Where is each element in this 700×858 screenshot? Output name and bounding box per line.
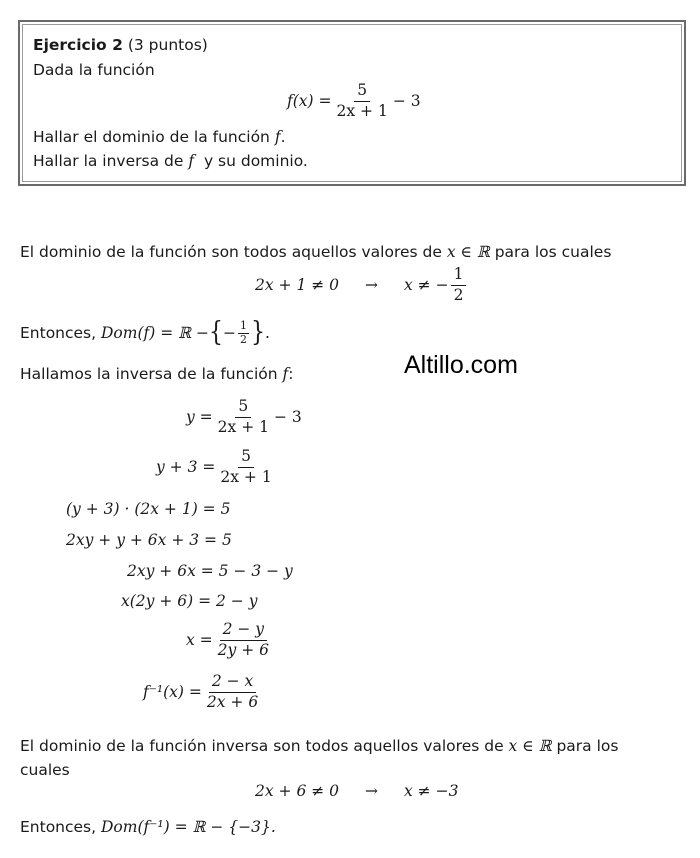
domain-result-lhs: Dom(f) = ℝ − xyxy=(101,324,209,343)
domain-result-num: 1 xyxy=(239,319,247,332)
step-3: (y + 3) · (2x + 1) = 5 xyxy=(66,500,231,518)
step-7-lhs: x = xyxy=(186,631,213,650)
step-2-fraction xyxy=(217,448,274,487)
domain-result: Entonces, Dom(f) = ℝ − { − $\frac{1}{2}$ } . xyxy=(20,316,270,349)
inverse-result xyxy=(20,818,276,836)
inverse-intro-var: f xyxy=(282,365,289,383)
function-tail: − 3 xyxy=(392,92,421,111)
step-2-den: 2x + 1 xyxy=(220,467,272,486)
step-8-fraction xyxy=(204,673,261,712)
inverse-domain-intro xyxy=(20,737,618,755)
domain-intro-math: x ∈ ℝ xyxy=(446,243,490,261)
function-fraction xyxy=(334,82,391,121)
step-1 xyxy=(186,398,302,437)
inverse-result-text: Entonces, xyxy=(20,818,97,836)
domain-result-text: Entonces, xyxy=(20,324,97,343)
step-8-den: 2x + 6 xyxy=(206,692,259,711)
step-8 xyxy=(143,673,263,712)
step-7-fraction xyxy=(215,621,272,660)
step-4: 2xy + y + 6x + 3 = 5 xyxy=(66,531,232,549)
domain-result-minus: − xyxy=(222,324,236,343)
task-2-var: f xyxy=(188,152,195,170)
function-denominator: 2x + 1 xyxy=(336,101,388,120)
step-1-lhs: y = xyxy=(186,408,213,427)
step-6: x(2y + 6) = 2 − y xyxy=(121,592,258,610)
step-8-num: 2 − x xyxy=(209,673,256,693)
task-2-end: y su dominio. xyxy=(203,152,308,170)
step-5: 2xy + 6x = 5 − 3 − y xyxy=(127,562,293,580)
brace-open: { xyxy=(208,316,223,349)
domain-intro-text: El dominio de la función son todos aquellos valores de xyxy=(20,243,442,261)
condition-1-lhs: 2x + 1 ≠ 0 xyxy=(255,276,340,295)
domain-result-fraction xyxy=(238,320,249,346)
domain-intro xyxy=(20,243,611,261)
inverse-domain-line2: cuales xyxy=(20,761,70,779)
exercise-title xyxy=(33,36,208,54)
arrow-2: → xyxy=(365,782,379,800)
exercise-points: (3 puntos) xyxy=(127,36,208,54)
condition-1 xyxy=(255,266,468,305)
step-7-num: 2 − y xyxy=(220,621,267,641)
step-7 xyxy=(186,621,274,660)
step-2 xyxy=(156,448,277,487)
step-1-num: 5 xyxy=(235,398,251,418)
arrow-1: → xyxy=(365,276,379,295)
exercise-title-bold: Ejercicio 2 xyxy=(33,36,123,54)
step-1-fraction xyxy=(215,398,272,437)
inverse-domain-math: x ∈ ℝ xyxy=(508,737,552,755)
step-7-den: 2y + 6 xyxy=(217,640,269,659)
task-1-var: f xyxy=(274,128,281,146)
brace-close: } xyxy=(250,316,265,349)
step-1-den: 2x + 1 xyxy=(217,417,269,436)
inverse-result-math: Dom(f⁻¹) = ℝ − {−3}. xyxy=(101,818,276,836)
function-lhs: f(x) = xyxy=(287,92,332,111)
condition-2 xyxy=(255,782,458,800)
task-2 xyxy=(33,152,308,170)
condition-1-rhs: x ≠ − xyxy=(404,276,449,295)
step-8-lhs: f⁻¹(x) = xyxy=(143,683,202,702)
step-2-lhs: y + 3 = xyxy=(156,458,216,477)
condition-2-rhs: x ≠ −3 xyxy=(404,782,459,800)
task-1 xyxy=(33,128,286,146)
task-1-end: . xyxy=(280,128,286,146)
task-2-text: Hallar la inversa de xyxy=(33,152,184,170)
exercise-intro: Dada la función xyxy=(33,61,155,79)
watermark: Altillo.com xyxy=(404,351,518,379)
exercise-function xyxy=(287,82,421,121)
condition-2-lhs: 2x + 6 ≠ 0 xyxy=(255,782,340,800)
function-numerator: 5 xyxy=(354,82,370,102)
task-1-text: Hallar el dominio de la función xyxy=(33,128,270,146)
domain-intro-end: para los cuales xyxy=(494,243,612,261)
step-1-tail: − 3 xyxy=(273,408,302,427)
inverse-intro xyxy=(20,365,294,383)
inverse-intro-text: Hallamos la inversa de la función xyxy=(20,365,278,383)
step-2-num: 5 xyxy=(238,448,254,468)
inverse-domain-text: El dominio de la función inversa son todos aquellos valores de xyxy=(20,737,504,755)
inverse-intro-end: : xyxy=(288,365,294,383)
condition-1-fraction xyxy=(451,266,467,305)
inverse-domain-end: para los xyxy=(556,737,619,755)
domain-result-den: 2 xyxy=(239,332,247,346)
condition-1-den: 2 xyxy=(453,285,464,304)
condition-1-num: 1 xyxy=(451,266,467,286)
